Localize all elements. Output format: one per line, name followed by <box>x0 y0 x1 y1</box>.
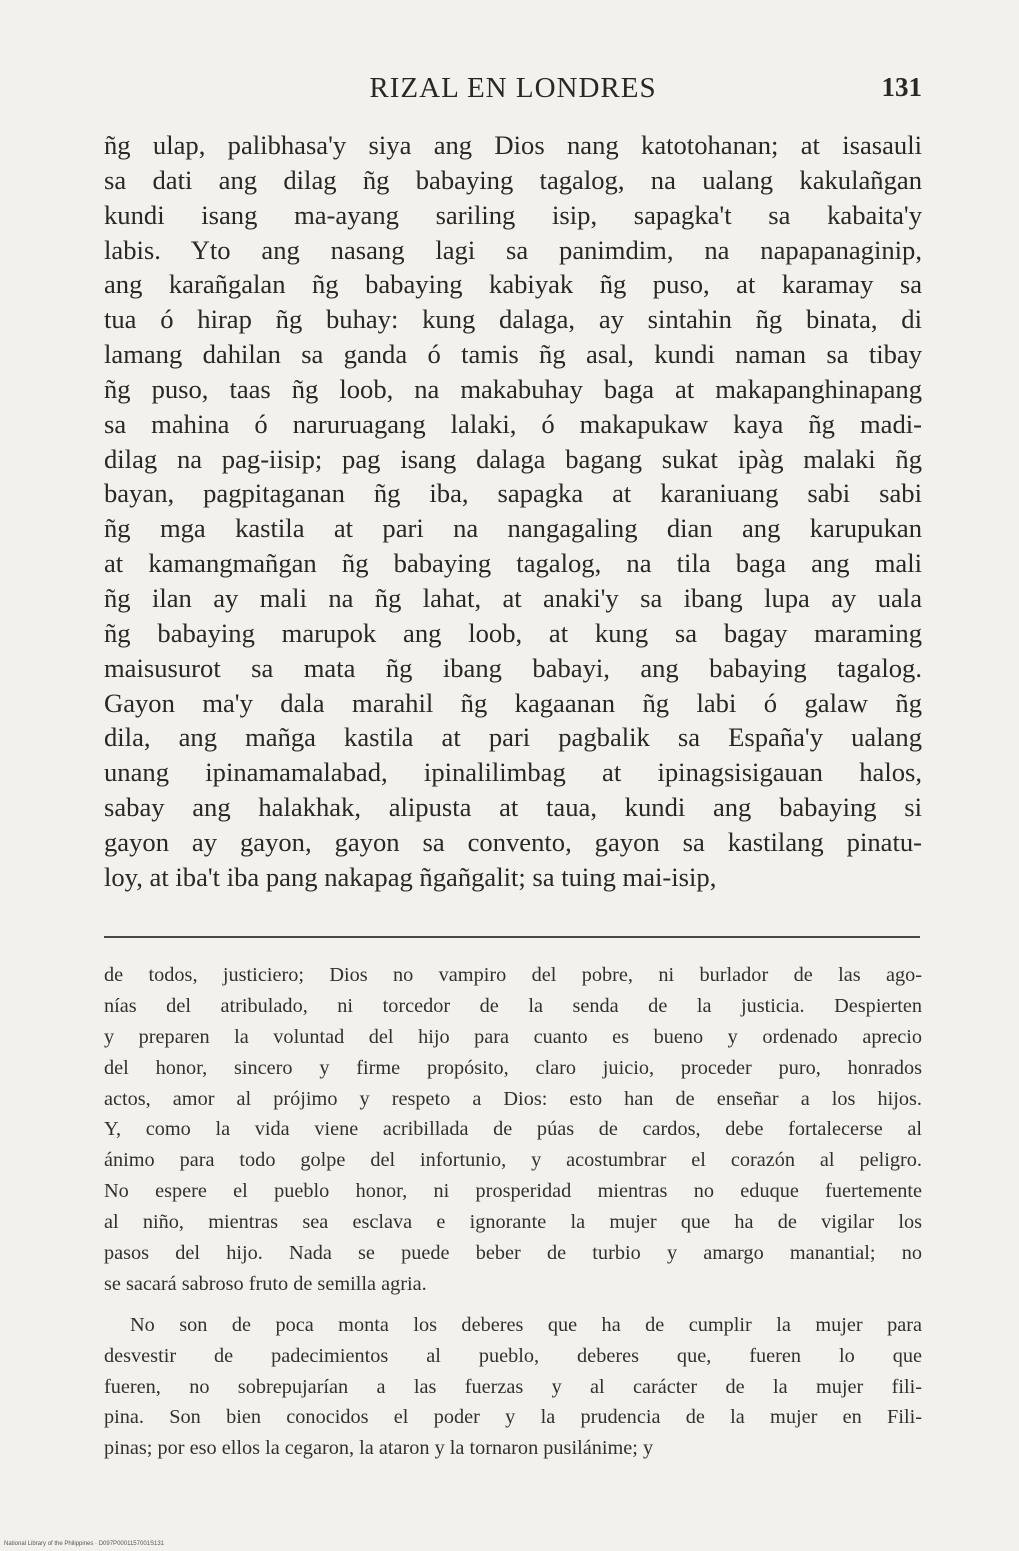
text-line: dilag na pag-iisip; pag isang dalaga bagang sukat ipàg malaki ñg <box>104 443 922 474</box>
footnote-paragraph-1 <box>104 960 922 1300</box>
text-line: y preparen la voluntad del hijo para cuanto es bueno y ordenado aprecio <box>104 1025 922 1048</box>
text-line: al niño, mientras sea esclava e ignorante la mujer que ha de vigilar los <box>104 1211 922 1234</box>
text-line: pina. Son bien conocidos el poder y la prudencia de la mujer en Fili- <box>104 1406 922 1429</box>
text-line: No son de poca monta los deberes que ha de cumplir la mujer para <box>130 1313 922 1336</box>
text-line: Gayon ma'y dala marahil ñg kagaanan ñg labi ó galaw ñg <box>104 687 922 718</box>
text-line: dila, ang mañga kastila at pari pagbalik sa España'y ualang <box>104 722 922 753</box>
text-line: unang ipinamamalabad, ipinalilimbag at ipinagsisigauan halos, <box>104 757 922 788</box>
footnote-block <box>104 960 922 1464</box>
text-line: bayan, pagpitaganan ñg iba, sapagka at karaniuang sabi sabi <box>104 478 922 509</box>
text-line: loy, at iba't iba pang nakapag ñgañgalit; sa tuing mai-isip, <box>104 861 717 892</box>
text-line: gayon ay gayon, gayon sa convento, gayon sa kastilang pinatu- <box>104 826 922 857</box>
text-line: No espere el pueblo honor, ni prosperidad mientras no eduque fuertemente <box>104 1180 922 1203</box>
text-line: se sacará sabroso fruto de semilla agria. <box>104 1272 427 1295</box>
text-line: actos, amor al prójimo y respeto a Dios: esto han de enseñar a los hijos. <box>104 1087 922 1110</box>
text-line: pasos del hijo. Nada se puede beber de turbio y amargo manantial; no <box>104 1242 922 1265</box>
running-title: RIZAL EN LONDRES <box>369 72 657 104</box>
text-line: nías del atribulado, ni torcedor de la senda de la justicia. Despierten <box>104 994 922 1017</box>
text-line: fueren, no sobrepujarían a las fuerzas y al carácter de la mujer fili- <box>104 1375 922 1398</box>
text-line: pinas; por eso ellos la cegaron, la ataron y la tornaron pusilánime; y <box>104 1437 654 1460</box>
text-line: sabay ang halakhak, alipusta at taua, kundi ang babaying si <box>104 792 922 823</box>
text-line: del honor, sincero y firme propósito, claro juicio, proceder puro, honrados <box>104 1056 922 1079</box>
text-line: ñg babaying marupok ang loob, at kung sa bagay maraming <box>104 617 922 648</box>
main-text-block <box>104 128 922 895</box>
text-line: Y, como la vida viene acribillada de púas de cardos, debe fortalecerse al <box>104 1118 922 1141</box>
text-line: ñg puso, taas ñg loob, na makabuhay baga at makapanghinapang <box>104 373 922 404</box>
text-line: ñg mga kastila at pari na nangagaling dian ang karupukan <box>104 513 922 544</box>
text-line: ñg ulap, palibhasa'y siya ang Dios nang katotohanan; at isasauli <box>104 130 922 160</box>
text-line: desvestir de padecimientos al pueblo, deberes que, fueren lo que <box>104 1344 922 1367</box>
text-line: maisusurot sa mata ñg ibang babayi, ang babaying tagalog. <box>104 652 922 683</box>
page-header <box>104 72 922 112</box>
text-line: lamang dahilan sa ganda ó tamis ñg asal, kundi naman sa tibay <box>104 339 922 370</box>
text-line: ánimo para todo golpe del infortunio, y acostumbrar el corazón al peligro. <box>104 1149 922 1172</box>
text-line: sa dati ang dilag ñg babaying tagalog, na ualang kakulañgan <box>104 164 922 195</box>
text-line: at kamangmañgan ñg babaying tagalog, na tila baga ang mali <box>104 548 922 579</box>
text-line: labis. Yto ang nasang lagi sa panimdim, na napapanaginip, <box>104 234 922 265</box>
text-line: de todos, justiciero; Dios no vampiro del pobre, ni burlador de las ago- <box>104 964 922 986</box>
text-line: kundi isang ma-ayang sariling isip, sapagka't sa kabaita'y <box>104 199 922 230</box>
library-stamp: National Library of the Philippines · D097P0001157001S131 <box>4 1541 164 1547</box>
footnote-paragraph-2 <box>104 1310 922 1464</box>
page-number: 131 <box>881 72 922 102</box>
text-line: ñg ilan ay mali na ñg lahat, at anaki'y sa ibang lupa ay uala <box>104 582 922 613</box>
footnote-divider <box>104 936 920 938</box>
text-line: tua ó hirap ñg buhay: kung dalaga, ay sintahin ñg binata, di <box>104 304 922 335</box>
text-line: sa mahina ó naruruagang lalaki, ó makapukaw kaya ñg madi- <box>104 408 922 439</box>
text-line: ang karañgalan ñg babaying kabiyak ñg puso, at karamay sa <box>104 269 922 300</box>
